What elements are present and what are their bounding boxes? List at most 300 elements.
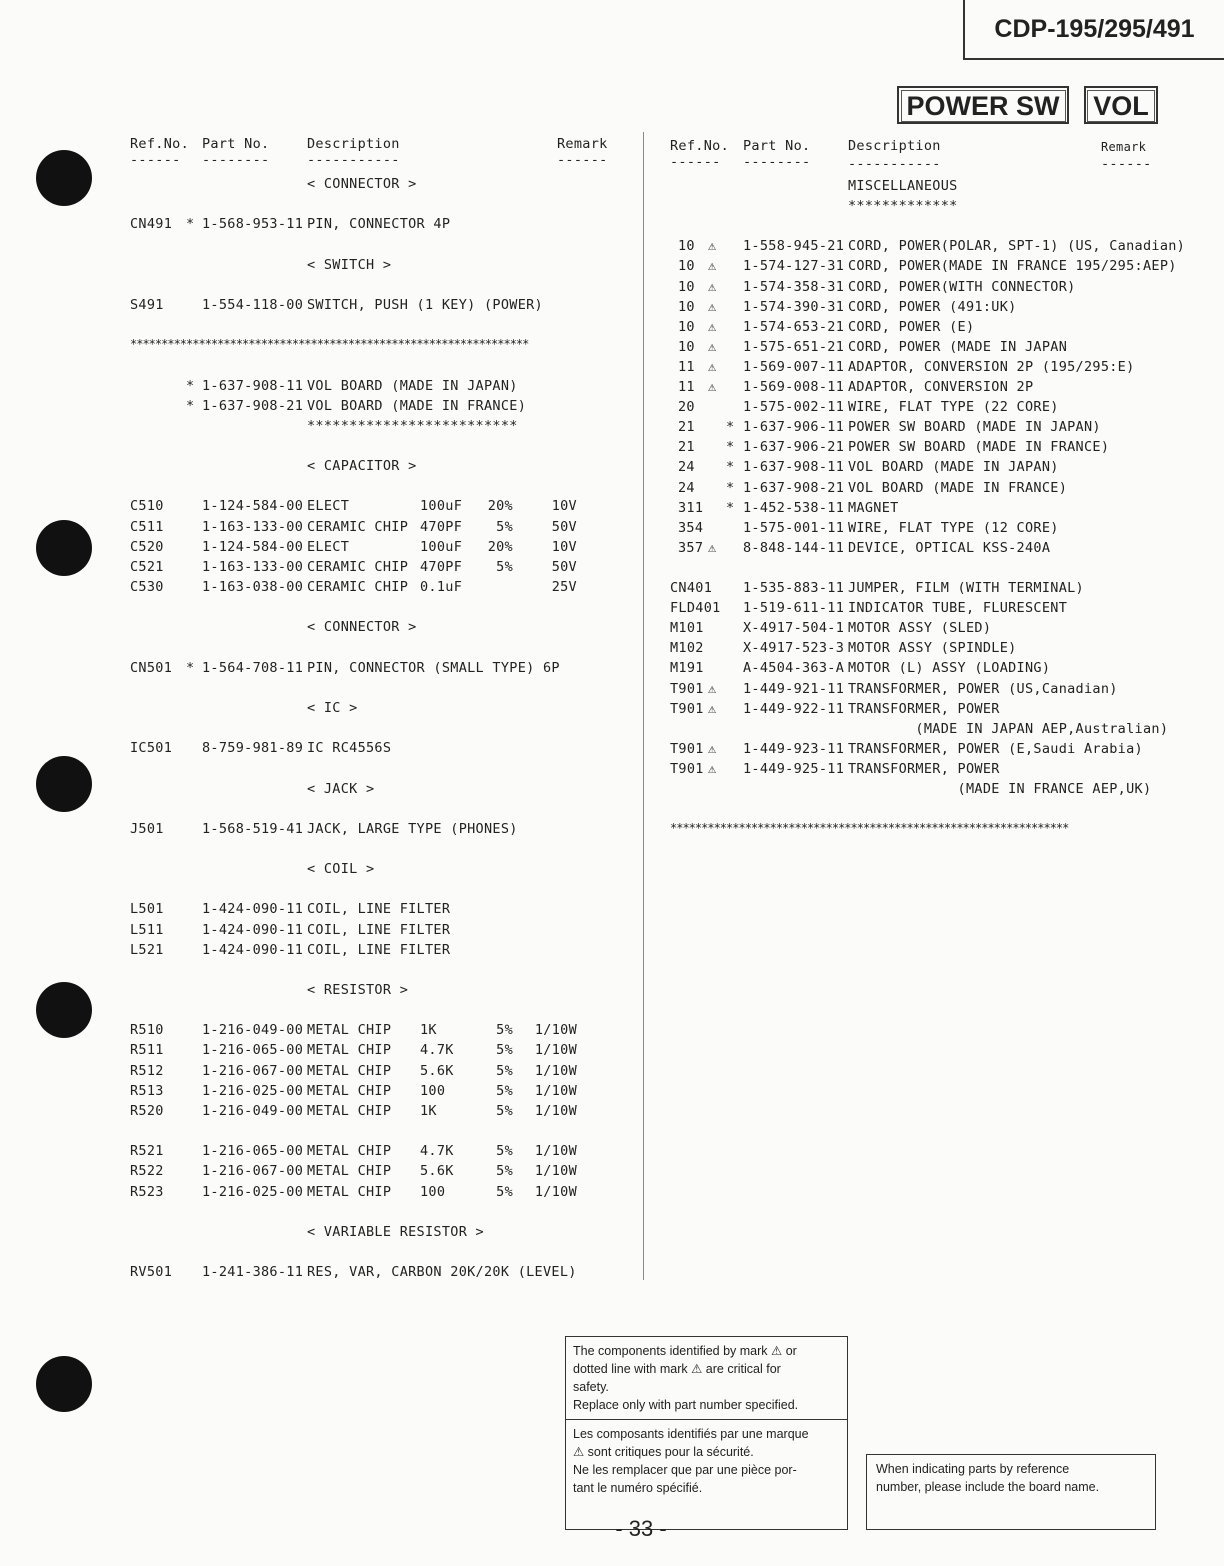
safety-mark-icon: ⚠ <box>708 379 717 395</box>
table-row <box>0 480 1224 500</box>
safety-mark-icon: ⚠ <box>708 539 717 556</box>
cell-desc: < COIL > <box>307 861 375 878</box>
cell-rating: 1/10W <box>534 1163 577 1180</box>
cell-mark: * <box>726 459 735 476</box>
table-row <box>0 258 1224 278</box>
notice-line: Les composants identifiés par une marque <box>573 1427 809 1441</box>
cell-part: 1-216-067-00 <box>202 1062 304 1079</box>
table-row <box>0 339 1224 359</box>
cell-desc: VOL BOARD (MADE IN FRANCE) <box>848 479 1068 496</box>
header-rule: ------ <box>670 154 721 170</box>
table-row <box>0 319 1224 339</box>
cell-desc: VOL BOARD (MADE IN JAPAN) <box>848 459 1059 476</box>
cell-part: 1-216-025-00 <box>202 1183 304 1200</box>
cell-tolerance: 5% <box>496 518 513 535</box>
cell-tolerance: 20% <box>487 498 513 515</box>
cell-rating: 25V <box>551 579 577 595</box>
notice-line: ⚠ sont critiques pour la sécurité. <box>573 1445 754 1459</box>
header-rule: ----------- <box>848 156 941 172</box>
table-row <box>0 660 1224 680</box>
cell-part: 1-519-611-11 <box>743 600 845 617</box>
cell-desc: < JACK > <box>307 780 375 797</box>
header-part: Part No. <box>202 136 270 152</box>
cell-tolerance: 5% <box>496 1183 513 1200</box>
cell-desc: TRANSFORMER, POWER <box>848 700 1000 717</box>
cell-desc: MOTOR ASSY (SLED) <box>848 620 992 637</box>
cell-rating: 1/10W <box>534 1042 577 1059</box>
cell-desc: CORD, POWER(WITH CONNECTOR) <box>848 278 1076 295</box>
cell-value: 4.7K <box>420 1042 454 1059</box>
table-row <box>0 1224 640 1244</box>
cell-mark: * <box>726 419 735 436</box>
cell-tolerance: 5% <box>496 1102 513 1119</box>
table-row <box>0 459 1224 479</box>
header-rule: ------ <box>130 152 181 168</box>
cell-part: A-4504-363-A <box>743 660 845 677</box>
cell-desc: CORD, POWER(POLAR, SPT-1) (US, Canadian) <box>848 238 1186 255</box>
notice-line: dotted line with mark ⚠ are critical for <box>573 1362 781 1376</box>
cell-part: 1-449-922-11 <box>743 700 845 717</box>
table-row <box>0 399 1224 419</box>
cell-part: 1-575-651-21 <box>743 338 845 355</box>
safety-mark-icon: ⚠ <box>708 258 717 275</box>
cell-part: 1-637-906-21 <box>743 439 845 456</box>
cell-part: 1-564-708-11 <box>202 659 304 676</box>
cell-desc: PIN, CONNECTOR 4P <box>307 216 451 233</box>
cell-part: 1-568-953-11 <box>202 216 304 233</box>
board-tag-label: VOL <box>1087 90 1155 122</box>
table-row <box>0 962 640 982</box>
cell-rating: 1/10W <box>534 1062 577 1079</box>
cell-ref: RV501 <box>130 1264 173 1281</box>
cell-desc: JACK, LARGE TYPE (PHONES) <box>307 820 518 837</box>
cell-ref: 21 <box>678 439 695 456</box>
cell-part: 1-124-584-00 <box>202 498 304 515</box>
table-row <box>0 881 640 901</box>
cell-value: 4.7K <box>420 1143 454 1160</box>
reference-notice <box>866 1454 1156 1530</box>
table-row <box>0 741 1224 761</box>
cell-part: 1-241-386-11 <box>202 1264 304 1281</box>
cell-tolerance: 5% <box>496 1163 513 1180</box>
cell-part: 1-535-883-11 <box>743 580 845 596</box>
notice-line: The components identified by mark ⚠ or <box>573 1344 797 1358</box>
cell-desc: (MADE IN FRANCE AEP,UK) <box>848 781 1152 797</box>
cell-part: 1-449-925-11 <box>743 760 845 777</box>
cell-ref: T901 <box>670 740 704 757</box>
cell-tolerance: 5% <box>496 1143 513 1160</box>
cell-desc: METAL CHIP <box>307 1062 392 1079</box>
cell-part: 1-216-065-00 <box>202 1143 304 1160</box>
safety-mark-icon: ⚠ <box>708 298 717 315</box>
cell-ref: R523 <box>130 1183 164 1200</box>
cell-ref: 311 <box>678 499 704 516</box>
cell-desc: MOTOR (L) ASSY (LOADING) <box>848 660 1051 677</box>
table-row <box>0 901 640 921</box>
cell-desc: CERAMIC CHIP <box>307 518 409 535</box>
cell-part: 1-637-908-11 <box>202 377 304 394</box>
cell-ref: R520 <box>130 1102 164 1119</box>
table-row <box>0 1063 640 1083</box>
cell-desc: METAL CHIP <box>307 1163 392 1180</box>
cell-part: 1-163-038-00 <box>202 579 304 595</box>
cell-value: 100 <box>420 1082 446 1099</box>
table-row <box>0 640 1224 660</box>
table-row <box>0 1143 640 1163</box>
cell-desc: TRANSFORMER, POWER (E,Saudi Arabia) <box>848 740 1143 757</box>
cell-part: 1-558-945-21 <box>743 238 845 255</box>
table-row <box>0 681 1224 701</box>
cell-value: 5.6K <box>420 1163 454 1180</box>
cell-desc: METAL CHIP <box>307 1082 392 1099</box>
separator-line: **************************************************************** <box>130 337 529 352</box>
header-rule: ------ <box>557 152 608 168</box>
cell-rating: 1/10W <box>534 1102 577 1119</box>
cell-ref: T901 <box>670 760 704 777</box>
cell-part: 1-216-025-00 <box>202 1082 304 1099</box>
cell-ref: R522 <box>130 1163 164 1180</box>
cell-value: 470PF <box>420 558 463 575</box>
table-row <box>0 922 640 942</box>
cell-part: 1-574-127-31 <box>743 258 845 275</box>
cell-desc: TRANSFORMER, POWER <box>848 760 1000 777</box>
cell-rating: 1/10W <box>534 1183 577 1200</box>
cell-ref: 20 <box>678 399 695 416</box>
cell-desc: ELECT <box>307 498 350 515</box>
safety-mark-icon: ⚠ <box>708 238 717 255</box>
cell-part: 1-575-001-11 <box>743 519 845 536</box>
notice-line: Replace only with part number specified. <box>573 1398 799 1412</box>
header-part: Part No. <box>743 138 811 154</box>
cell-ref: T901 <box>670 680 704 697</box>
table-row <box>0 1103 640 1123</box>
cell-desc: COIL, LINE FILTER <box>307 901 451 918</box>
cell-part: 1-574-390-31 <box>743 298 845 315</box>
cell-ref: 11 <box>678 358 695 375</box>
cell-part: 8-759-981-89 <box>202 740 304 757</box>
cell-part: 1-216-065-00 <box>202 1042 304 1059</box>
table-row <box>0 279 1224 299</box>
cell-desc: POWER SW BOARD (MADE IN FRANCE) <box>848 439 1110 456</box>
cell-part: 1-124-584-00 <box>202 538 304 555</box>
cell-rating: 10V <box>551 498 577 515</box>
notice-line: Ne les remplacer que par une pièce por- <box>573 1463 797 1477</box>
cell-mark: * <box>186 377 195 394</box>
table-row <box>0 238 1224 258</box>
table-row <box>0 379 1224 399</box>
cell-ref: 10 <box>678 318 695 335</box>
cell-desc: VOL BOARD (MADE IN FRANCE) <box>307 397 527 414</box>
cell-desc: SWITCH, PUSH (1 KEY) (POWER) <box>307 296 543 313</box>
cell-ref: 10 <box>678 298 695 315</box>
cell-part: 1-449-921-11 <box>743 680 845 697</box>
cell-part: 1-216-049-00 <box>202 1022 304 1039</box>
cell-ref: CN491 <box>130 216 173 233</box>
cell-ref: 24 <box>678 459 695 476</box>
cell-part: 1-554-118-00 <box>202 296 304 313</box>
cell-desc: MISCELLANEOUS <box>848 178 958 194</box>
cell-tolerance: 20% <box>487 538 513 555</box>
table-row <box>0 761 1224 781</box>
cell-ref: 21 <box>678 419 695 436</box>
cell-part: 1-574-653-21 <box>743 318 845 335</box>
cell-rating: 50V <box>551 558 577 575</box>
cell-part: 1-216-049-00 <box>202 1102 304 1119</box>
cell-part: 8-848-144-11 <box>743 539 845 556</box>
safety-notice-fr <box>566 1420 847 1502</box>
cell-ref: C510 <box>130 498 164 515</box>
cell-ref: CN501 <box>130 659 173 676</box>
cell-rating: 10V <box>551 538 577 555</box>
separator-line: **************************************************************** <box>670 821 1069 836</box>
header-remark: Remark <box>557 136 608 152</box>
header-ref: Ref.No. <box>670 138 729 154</box>
safety-notice <box>565 1336 848 1530</box>
cell-desc: ELECT <box>307 538 350 555</box>
cell-mark: * <box>186 659 195 676</box>
safety-mark-icon: ⚠ <box>708 358 717 375</box>
cell-ref: R521 <box>130 1143 164 1160</box>
cell-value: 1K <box>420 1102 437 1119</box>
table-row <box>0 1163 640 1183</box>
cell-mark: * <box>186 216 195 233</box>
cell-part: 1-637-908-21 <box>202 397 304 414</box>
cell-ref: R510 <box>130 1022 164 1039</box>
cell-part: X-4917-523-3 <box>743 640 845 657</box>
cell-part: 1-637-908-21 <box>743 479 845 496</box>
table-row <box>0 1042 640 1062</box>
safety-mark-icon: ⚠ <box>708 278 717 295</box>
table-row <box>0 600 1224 620</box>
cell-part: 1-637-908-11 <box>743 459 845 476</box>
cell-ref: J501 <box>130 820 164 837</box>
header-rule: ----------- <box>307 152 400 168</box>
cell-part: X-4917-504-1 <box>743 620 845 637</box>
table-row <box>0 560 1224 580</box>
cell-part: 1-424-090-11 <box>202 921 304 938</box>
table-row <box>0 296 1224 319</box>
notice-line: tant le numéro spécifié. <box>573 1481 703 1495</box>
cell-desc: COIL, LINE FILTER <box>307 921 451 938</box>
cell-ref: R512 <box>130 1062 164 1079</box>
table-row <box>0 359 1224 379</box>
cell-tolerance: 5% <box>496 1062 513 1079</box>
cell-part: 1-163-133-00 <box>202 518 304 535</box>
cell-ref: T901 <box>670 700 704 717</box>
table-row <box>0 580 1224 600</box>
table-row <box>0 1264 640 1284</box>
cell-part: 1-216-067-00 <box>202 1163 304 1180</box>
cell-ref: C530 <box>130 579 164 595</box>
cell-value: 5.6K <box>420 1062 454 1079</box>
cell-value: 0.1uF <box>420 579 463 595</box>
header-remark: Remark <box>1101 140 1147 154</box>
table-row <box>0 439 1224 459</box>
cell-part: 1-568-519-41 <box>202 820 304 837</box>
cell-desc: < VARIABLE RESISTOR > <box>307 1223 484 1240</box>
cell-desc: METAL CHIP <box>307 1022 392 1039</box>
safety-mark-icon: ⚠ <box>708 318 717 335</box>
cell-ref: C511 <box>130 518 164 535</box>
cell-ref: 10 <box>678 238 695 255</box>
cell-desc: < SWITCH > <box>307 256 392 273</box>
cell-desc: MOTOR ASSY (SPINDLE) <box>848 640 1017 657</box>
table-row <box>0 520 1224 540</box>
cell-ref: R511 <box>130 1042 164 1059</box>
cell-part: 1-449-923-11 <box>743 740 845 757</box>
notice-line: safety. <box>573 1380 609 1394</box>
table-row <box>0 1022 640 1042</box>
cell-ref: S491 <box>130 296 164 313</box>
cell-tolerance: 5% <box>496 1042 513 1059</box>
cell-tolerance: 5% <box>496 558 513 575</box>
cell-value: 100uF <box>420 498 463 515</box>
cell-rating: 1/10W <box>534 1082 577 1099</box>
cell-desc: (MADE IN JAPAN AEP,Australian) <box>848 720 1169 737</box>
table-row <box>0 801 1224 821</box>
table-row <box>0 1184 640 1204</box>
table-row <box>0 781 1224 801</box>
cell-ref: C520 <box>130 538 164 555</box>
notice-line: When indicating parts by reference <box>876 1462 1070 1476</box>
cell-desc: CORD, POWER (E) <box>848 318 975 335</box>
cell-ref: R513 <box>130 1082 164 1099</box>
cell-desc: INDICATOR TUBE, FLURESCENT <box>848 600 1068 617</box>
cell-value: 470PF <box>420 518 463 535</box>
cell-mark: * <box>726 499 735 516</box>
cell-tolerance: 5% <box>496 1022 513 1039</box>
cell-desc: JUMPER, FILM (WITH TERMINAL) <box>848 580 1084 596</box>
table-row <box>0 419 1224 439</box>
cell-ref: IC501 <box>130 740 173 757</box>
cell-desc: WIRE, FLAT TYPE (12 CORE) <box>848 519 1059 536</box>
cell-desc: METAL CHIP <box>307 1102 392 1119</box>
cell-mark: * <box>726 439 735 456</box>
cell-part: 1-424-090-11 <box>202 941 304 958</box>
cell-mark: * <box>726 479 735 496</box>
notice-line: number, please include the board name. <box>876 1480 1100 1494</box>
cell-part: 1-637-906-11 <box>743 419 845 436</box>
cell-desc: CERAMIC CHIP <box>307 558 409 575</box>
cell-ref: 357 <box>678 539 704 556</box>
table-row <box>0 1123 640 1143</box>
cell-desc: RES, VAR, CARBON 20K/20K (LEVEL) <box>307 1264 577 1281</box>
cell-desc: < RESISTOR > <box>307 982 409 998</box>
cell-desc: IC RC4556S <box>307 740 392 757</box>
cell-rating: 50V <box>551 518 577 535</box>
header-ref: Ref.No. <box>130 136 189 152</box>
header-rule: -------- <box>743 154 811 170</box>
cell-desc: TRANSFORMER, POWER (US,Canadian) <box>848 680 1118 697</box>
cell-desc: CERAMIC CHIP <box>307 579 409 595</box>
cell-desc: ADAPTOR, CONVERSION 2P <box>848 379 1034 395</box>
cell-desc: < CONNECTOR > <box>307 176 417 192</box>
cell-desc: VOL BOARD (MADE IN JAPAN) <box>307 377 518 394</box>
cell-ref: L501 <box>130 901 164 918</box>
table-row <box>0 861 640 881</box>
safety-mark-icon: ⚠ <box>708 680 717 697</box>
cell-desc: PIN, CONNECTOR (SMALL TYPE) 6P <box>307 659 560 676</box>
table-row <box>0 500 1224 520</box>
cell-value: 1K <box>420 1022 437 1039</box>
cell-ref: 10 <box>678 258 695 275</box>
cell-ref: 24 <box>678 479 695 496</box>
table-row <box>0 198 1224 218</box>
cell-ref: 11 <box>678 379 695 395</box>
cell-ref: L521 <box>130 941 164 958</box>
cell-ref: M101 <box>670 620 704 637</box>
table-row <box>0 540 1224 560</box>
table-row <box>0 178 1224 198</box>
cell-part: 1-569-007-11 <box>743 358 845 375</box>
cell-desc: MAGNET <box>848 499 899 516</box>
cell-desc: < IC > <box>307 699 358 716</box>
table-row <box>0 701 1224 721</box>
cell-desc: METAL CHIP <box>307 1143 392 1160</box>
table-row <box>0 982 640 1002</box>
cell-part: 1-575-002-11 <box>743 399 845 416</box>
cell-desc: COIL, LINE FILTER <box>307 941 451 958</box>
cell-ref: FLD401 <box>670 600 721 617</box>
header-desc: Description <box>848 138 941 154</box>
cell-rating: 1/10W <box>534 1143 577 1160</box>
table-row <box>0 1083 640 1103</box>
table-row <box>0 942 640 962</box>
cell-desc: < CAPACITOR > <box>307 458 417 475</box>
table-row <box>0 1204 640 1224</box>
cell-desc: CORD, POWER (MADE IN JAPAN <box>848 338 1068 355</box>
cell-part: 1-424-090-11 <box>202 901 304 918</box>
cell-part: 1-574-358-31 <box>743 278 845 295</box>
page-number: - 33 - <box>615 1516 667 1541</box>
cell-ref: M191 <box>670 660 704 677</box>
table-row <box>0 218 1224 238</box>
cell-desc: METAL CHIP <box>307 1183 392 1200</box>
model-number: CDP-195/295/491 <box>994 14 1195 43</box>
cell-ref: 10 <box>678 278 695 295</box>
safety-mark-icon: ⚠ <box>708 700 717 717</box>
binder-hole <box>36 1356 92 1412</box>
cell-tolerance: 5% <box>496 1082 513 1099</box>
cell-desc: METAL CHIP <box>307 1042 392 1059</box>
cell-desc: CORD, POWER (491:UK) <box>848 298 1017 315</box>
cell-desc: CORD, POWER(MADE IN FRANCE 195/295:AEP) <box>848 258 1177 275</box>
cell-ref: CN401 <box>670 580 713 596</box>
board-tag-label: POWER SW <box>901 90 1066 122</box>
cell-value: 100 <box>420 1183 446 1200</box>
cell-ref: C521 <box>130 558 164 575</box>
cell-ref: M102 <box>670 640 704 657</box>
safety-notice-en <box>566 1337 847 1420</box>
table-row <box>0 620 1224 640</box>
cell-desc: ADAPTOR, CONVERSION 2P (195/295:E) <box>848 358 1135 375</box>
cell-mark: * <box>186 397 195 414</box>
cell-ref: 354 <box>678 519 704 536</box>
safety-mark-icon: ⚠ <box>708 338 717 355</box>
cell-desc: ************************* <box>307 417 518 434</box>
table-row <box>0 1002 640 1022</box>
cell-part: 1-452-538-11 <box>743 499 845 516</box>
table-row <box>0 721 1224 741</box>
cell-desc: POWER SW BOARD (MADE IN JAPAN) <box>848 419 1101 436</box>
cell-desc: ************* <box>848 198 958 215</box>
header-desc: Description <box>307 136 400 152</box>
cell-ref: L511 <box>130 921 164 938</box>
safety-mark-icon: ⚠ <box>708 740 717 757</box>
cell-desc: < CONNECTOR > <box>307 619 417 636</box>
safety-mark-icon: ⚠ <box>708 760 717 777</box>
cell-desc: WIRE, FLAT TYPE (22 CORE) <box>848 399 1059 416</box>
